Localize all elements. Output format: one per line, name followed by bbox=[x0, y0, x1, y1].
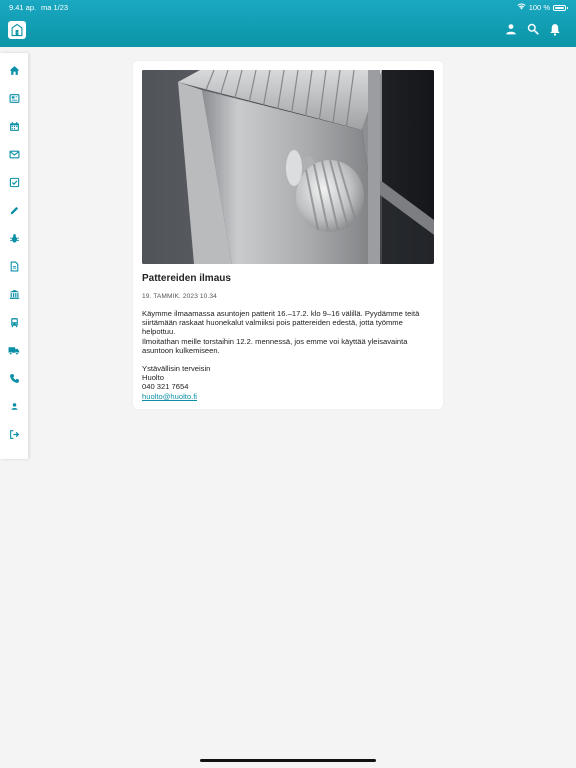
wifi-icon bbox=[517, 3, 526, 12]
sidebar-item-fault-report[interactable] bbox=[5, 229, 23, 247]
article-sender: Huolto bbox=[142, 373, 164, 383]
sidebar-nav bbox=[0, 53, 28, 459]
sidebar-item-profile[interactable] bbox=[5, 397, 23, 415]
app-header bbox=[0, 0, 576, 47]
article-paragraph: Käymme ilmaamassa asuntojen patterit 16.–17.2. klo 9–16 välillä. Pyydämme teitä siirtämään raskaat huonekalut valmiiksi pois pattereiden edestä, jotta työmme helpottuu. bbox=[142, 309, 420, 337]
truck-icon bbox=[8, 345, 20, 356]
sidebar-item-home[interactable] bbox=[5, 61, 23, 79]
status-time: 9.41 ap. bbox=[9, 3, 37, 12]
logout-icon bbox=[9, 429, 20, 440]
sidebar-item-news[interactable] bbox=[5, 89, 23, 107]
article-paragraph: Ilmoitathan meille torstaihin 12.2. mennessä, jos emme voi käyttää yleisavainta asuntoon kulkemiseen. bbox=[142, 336, 408, 355]
sidebar-item-logout[interactable] bbox=[5, 425, 23, 443]
sidebar-item-calendar[interactable] bbox=[5, 117, 23, 135]
header-actions bbox=[504, 22, 562, 36]
paragraph-gap bbox=[142, 355, 436, 364]
article-greeting: Ystävällisin terveisin bbox=[142, 364, 211, 374]
pencil-icon bbox=[9, 205, 20, 216]
person-icon bbox=[9, 401, 20, 412]
phone-icon bbox=[9, 373, 20, 384]
document-icon bbox=[9, 261, 20, 272]
article-title: Pattereiden ilmaus bbox=[142, 273, 231, 284]
bank-icon bbox=[9, 289, 20, 300]
article-date: 19. TAMMIK. 2023 10.34 bbox=[142, 293, 217, 300]
search-icon[interactable] bbox=[526, 22, 540, 36]
building-door-icon[interactable] bbox=[8, 21, 26, 39]
sidebar-item-tasks[interactable] bbox=[5, 173, 23, 191]
sidebar-item-edit[interactable] bbox=[5, 201, 23, 219]
sidebar-item-moving[interactable] bbox=[5, 341, 23, 359]
battery-icon bbox=[553, 5, 566, 11]
mail-icon bbox=[9, 149, 20, 160]
calendar-icon bbox=[9, 121, 20, 132]
sidebar-item-messages[interactable] bbox=[5, 145, 23, 163]
home-icon bbox=[9, 65, 20, 76]
radiator-photo bbox=[142, 70, 434, 264]
status-date: ma 1/23 bbox=[41, 3, 69, 12]
sidebar-item-finance[interactable] bbox=[5, 285, 23, 303]
email-link[interactable]: huolto@huolto.fi bbox=[142, 391, 197, 401]
sidebar-item-contacts[interactable] bbox=[5, 369, 23, 387]
status-right bbox=[517, 3, 566, 12]
bug-icon bbox=[9, 233, 20, 244]
sidebar-item-transport[interactable] bbox=[5, 313, 23, 331]
bus-icon bbox=[9, 317, 20, 328]
user-icon[interactable] bbox=[504, 22, 518, 36]
sidebar-item-documents[interactable] bbox=[5, 257, 23, 275]
home-indicator[interactable] bbox=[200, 759, 376, 762]
article-phone: 040 321 7654 bbox=[142, 382, 189, 392]
article-card bbox=[133, 61, 443, 409]
battery-percent: 100 % bbox=[528, 3, 550, 12]
article-body bbox=[142, 309, 436, 401]
status-bar bbox=[0, 0, 576, 14]
newspaper-icon bbox=[9, 93, 20, 104]
bell-icon[interactable] bbox=[548, 22, 562, 36]
checkbox-icon bbox=[9, 177, 20, 188]
